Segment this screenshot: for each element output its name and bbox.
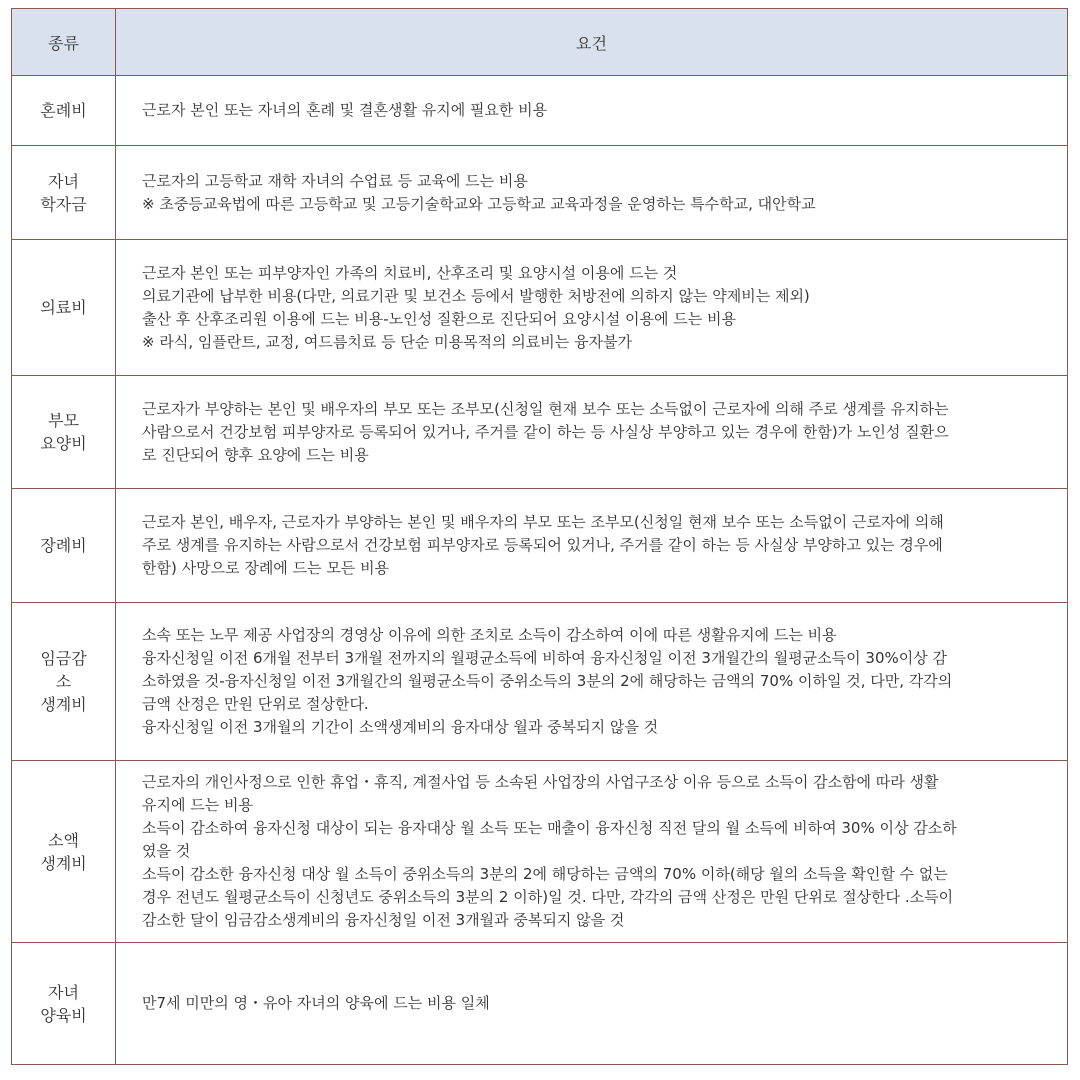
requirement-line: 출산 후 산후조리원 이용에 드는 비용-노인성 질환으로 진단되어 요양시설 이용에 드는 비용 bbox=[142, 309, 736, 328]
requirement-cell bbox=[116, 240, 1068, 376]
requirement-line: 융자신청일 이전 3개월의 기간이 소액생계비의 융자대상 월과 중복되지 않을 것 bbox=[142, 718, 659, 736]
requirement-line: ※ 초중등교육법에 따른 고등학교 및 고등기술학교와 고등학교 교육과정을 운영하는 특수학교, 대안학교 bbox=[142, 194, 816, 213]
type-label: 생계비 bbox=[40, 695, 87, 714]
requirement-line: 유지에 드는 비용 bbox=[142, 796, 253, 814]
type-cell bbox=[12, 761, 116, 943]
table-row bbox=[12, 603, 1068, 761]
table-body bbox=[12, 76, 1068, 1065]
type-cell bbox=[12, 603, 116, 761]
requirement-line: 경우 전년도 월평균소득이 신청년도 중위소득의 3분의 2 이하)일 것. 다만, 각각의 금액 산정은 만원 단위로 절상한다 .소득이 bbox=[142, 888, 954, 906]
requirement-cell bbox=[116, 761, 1068, 943]
requirement-line: 소득이 감소한 융자신청 대상 월 소득이 중위소득의 3분의 2에 해당하는 금액의 70% 이하(해당 월의 소득을 확인할 수 없는 bbox=[142, 865, 948, 883]
type-label: 요양비 bbox=[40, 434, 87, 453]
type-label: 부모 bbox=[48, 411, 79, 430]
type-cell bbox=[12, 376, 116, 489]
type-cell bbox=[12, 240, 116, 376]
requirement-line: 소득이 감소하여 융자신청 대상이 되는 융자대상 월 소득 또는 매출이 융자신청 직전 달의 월 소득에 비하여 30% 이상 감소하 bbox=[142, 819, 957, 837]
requirement-line: 근로자의 고등학교 재학 자녀의 수업료 등 교육에 드는 비용 bbox=[142, 171, 528, 190]
table-row bbox=[12, 76, 1068, 146]
type-cell bbox=[12, 943, 116, 1065]
type-label: 소 bbox=[55, 672, 72, 691]
type-cell bbox=[12, 76, 116, 146]
table-row bbox=[12, 943, 1068, 1065]
requirement-line: 한함) 사망으로 장례에 드는 모든 비용 bbox=[142, 559, 390, 577]
header-type: 종류 bbox=[12, 9, 116, 76]
requirement-line: 융자신청일 이전 6개월 전부터 3개월 전까지의 월평균소득에 비하여 융자신청일 이전 3개월간의 월평균소득이 30%이상 감 bbox=[142, 649, 947, 667]
requirement-cell bbox=[116, 489, 1068, 603]
table-row bbox=[12, 761, 1068, 943]
table-row bbox=[12, 240, 1068, 376]
requirement-line: 금액 산정은 만원 단위로 절상한다. bbox=[142, 695, 369, 713]
type-cell bbox=[12, 489, 116, 603]
requirement-cell bbox=[116, 376, 1068, 489]
table-row bbox=[12, 146, 1068, 240]
requirement-line: 감소한 달이 임금감소생계비의 융자신청일 이전 3개월과 중복되지 않을 것 bbox=[142, 911, 625, 929]
requirement-cell bbox=[116, 603, 1068, 761]
type-label: 의료비 bbox=[40, 298, 87, 317]
requirement-line: 소속 또는 노무 제공 사업장의 경영상 이유에 의한 조치로 소득이 감소하여 이에 따른 생활유지에 드는 비용 bbox=[142, 626, 837, 644]
requirement-line: 근로자 본인, 배우자, 근로자가 부양하는 본인 및 배우자의 부모 또는 조부모(신청일 현재 보수 또는 소득없이 근로자에 의해 bbox=[142, 513, 944, 531]
loan-requirements-table bbox=[11, 8, 1068, 1065]
requirement-cell bbox=[116, 76, 1068, 146]
type-label: 임금감 bbox=[40, 649, 87, 668]
requirement-line: 주로 생계를 유지하는 사람으로서 건강보험 피부양자로 등록되어 있거나, 주거를 같이 하는 등 사실상 부양하고 있는 경우에 bbox=[142, 536, 943, 554]
requirement-line: 근로자의 개인사정으로 인한 휴업・휴직, 계절사업 등 소속된 사업장의 사업구조상 이유 등으로 소득이 감소함에 따라 생활 bbox=[142, 773, 939, 791]
requirement-line: 근로자가 부양하는 본인 및 배우자의 부모 또는 조부모(신청일 현재 보수 또는 소득없이 근로자에 의해 주로 생계를 유지하는 bbox=[142, 399, 949, 418]
requirement-line: 의료기관에 납부한 비용(다만, 의료기관 및 보건소 등에서 발행한 처방전에 의하지 않는 약제비는 제외) bbox=[142, 286, 810, 305]
requirement-line: ※ 라식, 임플란트, 교정, 여드름치료 등 단순 미용목적의 의료비는 융자불가 bbox=[142, 332, 632, 351]
table-row bbox=[12, 489, 1068, 603]
requirement-line: 만7세 미만의 영・유아 자녀의 양육에 드는 비용 일체 bbox=[142, 994, 490, 1012]
type-label: 자녀 bbox=[48, 171, 79, 191]
requirement-line: 소하였을 것-융자신청일 이전 3개월간의 월평균소득이 중위소득의 3분의 2에 해당하는 금액의 70% 이하일 것, 다만, 각각의 bbox=[142, 672, 953, 690]
header-row bbox=[12, 9, 1068, 76]
type-label: 소액 bbox=[48, 830, 79, 850]
type-label: 학자금 bbox=[40, 194, 87, 214]
requirement-cell bbox=[116, 146, 1068, 240]
requirement-line: 로 진단되어 향후 요양에 드는 비용 bbox=[142, 445, 369, 464]
requirement-line: 사람으로서 건강보험 피부양자로 등록되어 있거나, 주거를 같이 하는 등 사실상 부양하고 있는 경우에 한함)가 노인성 질환으 bbox=[142, 422, 949, 441]
type-label: 자녀 bbox=[48, 982, 79, 1002]
requirement-line: 근로자 본인 또는 자녀의 혼례 및 결혼생활 유지에 필요한 비용 bbox=[142, 101, 548, 119]
type-label: 양육비 bbox=[40, 1005, 87, 1025]
requirement-line: 근로자 본인 또는 피부양자인 가족의 치료비, 산후조리 및 요양시설 이용에 드는 것 bbox=[142, 263, 678, 282]
type-label: 혼례비 bbox=[40, 101, 87, 120]
type-cell bbox=[12, 146, 116, 240]
type-label: 생계비 bbox=[40, 853, 87, 873]
requirement-line: 였을 것 bbox=[142, 842, 191, 860]
type-label: 장례비 bbox=[40, 536, 87, 555]
table-row bbox=[12, 376, 1068, 489]
header-requirement: 요건 bbox=[116, 9, 1068, 76]
requirement-cell bbox=[116, 943, 1068, 1065]
table-header bbox=[12, 9, 1068, 76]
